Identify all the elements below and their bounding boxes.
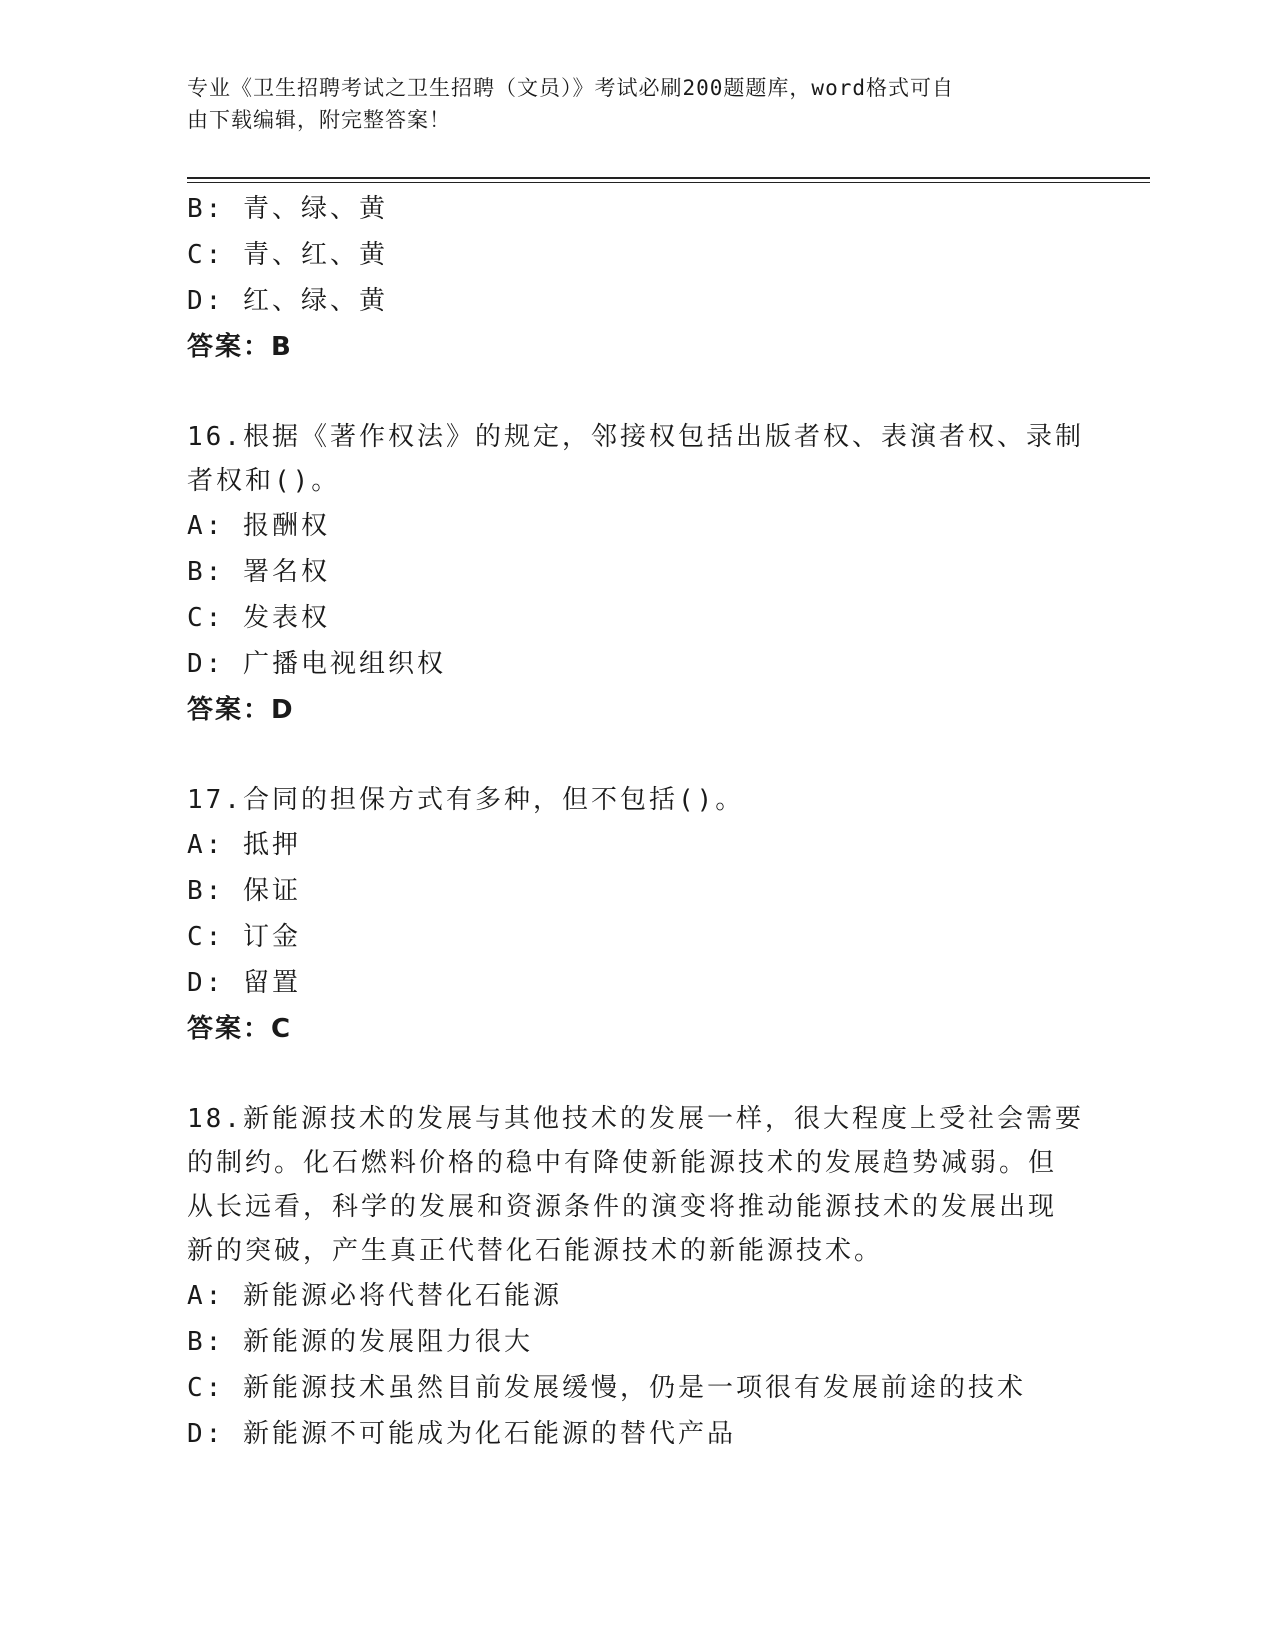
question-stem: 的制约。化石燃料价格的稳中有降使新能源技术的发展趋势减弱。但	[187, 1148, 1058, 1178]
answer-line: 答案：C	[187, 1014, 293, 1044]
option-c: C: 新能源技术虽然目前发展缓慢，仍是一项很有发展前途的技术	[187, 1373, 1026, 1403]
option-b: B: 青、绿、黄	[187, 194, 388, 224]
question-17	[187, 778, 1087, 1052]
question-content	[187, 186, 1087, 1457]
question-stem: 17.合同的担保方式有多种，但不包括()。	[187, 785, 745, 815]
option-c: C: 订金	[187, 922, 301, 952]
option-c: C: 青、红、黄	[187, 240, 388, 270]
option-b: B: 保证	[187, 876, 301, 906]
answer-line: 答案：B	[187, 332, 293, 362]
page-header	[187, 72, 1067, 136]
option-a: A: 报酬权	[187, 511, 330, 541]
question-stem: 新的突破，产生真正代替化石能源技术的新能源技术。	[187, 1236, 884, 1266]
question-15-tail	[187, 186, 1087, 370]
question-stem: 从长远看，科学的发展和资源条件的演变将推动能源技术的发展出现	[187, 1192, 1058, 1222]
option-d: D: 红、绿、黄	[187, 286, 388, 316]
header-line-2: 由下载编辑，附完整答案！	[187, 108, 451, 132]
question-16	[187, 415, 1087, 733]
option-b: B: 新能源的发展阻力很大	[187, 1327, 533, 1357]
answer-line: 答案：D	[187, 695, 295, 725]
header-divider	[187, 177, 1150, 183]
header-line-1: 专业《卫生招聘考试之卫生招聘（文员）》考试必刷200题题库，word格式可自	[187, 76, 954, 100]
option-a: A: 新能源必将代替化石能源	[187, 1281, 562, 1311]
question-stem: 者权和()。	[187, 466, 341, 496]
question-18	[187, 1097, 1087, 1457]
option-a: A: 抵押	[187, 830, 301, 860]
spacer	[187, 1052, 1087, 1097]
spacer	[187, 370, 1087, 415]
question-stem: 18.新能源技术的发展与其他技术的发展一样，很大程度上受社会需要	[187, 1104, 1084, 1134]
option-c: C: 发表权	[187, 603, 330, 633]
option-d: D: 留置	[187, 968, 301, 998]
option-d: D: 新能源不可能成为化石能源的替代产品	[187, 1419, 736, 1449]
option-d: D: 广播电视组织权	[187, 649, 446, 679]
option-b: B: 署名权	[187, 557, 330, 587]
question-stem: 16.根据《著作权法》的规定，邻接权包括出版者权、表演者权、录制	[187, 422, 1084, 452]
spacer	[187, 733, 1087, 778]
